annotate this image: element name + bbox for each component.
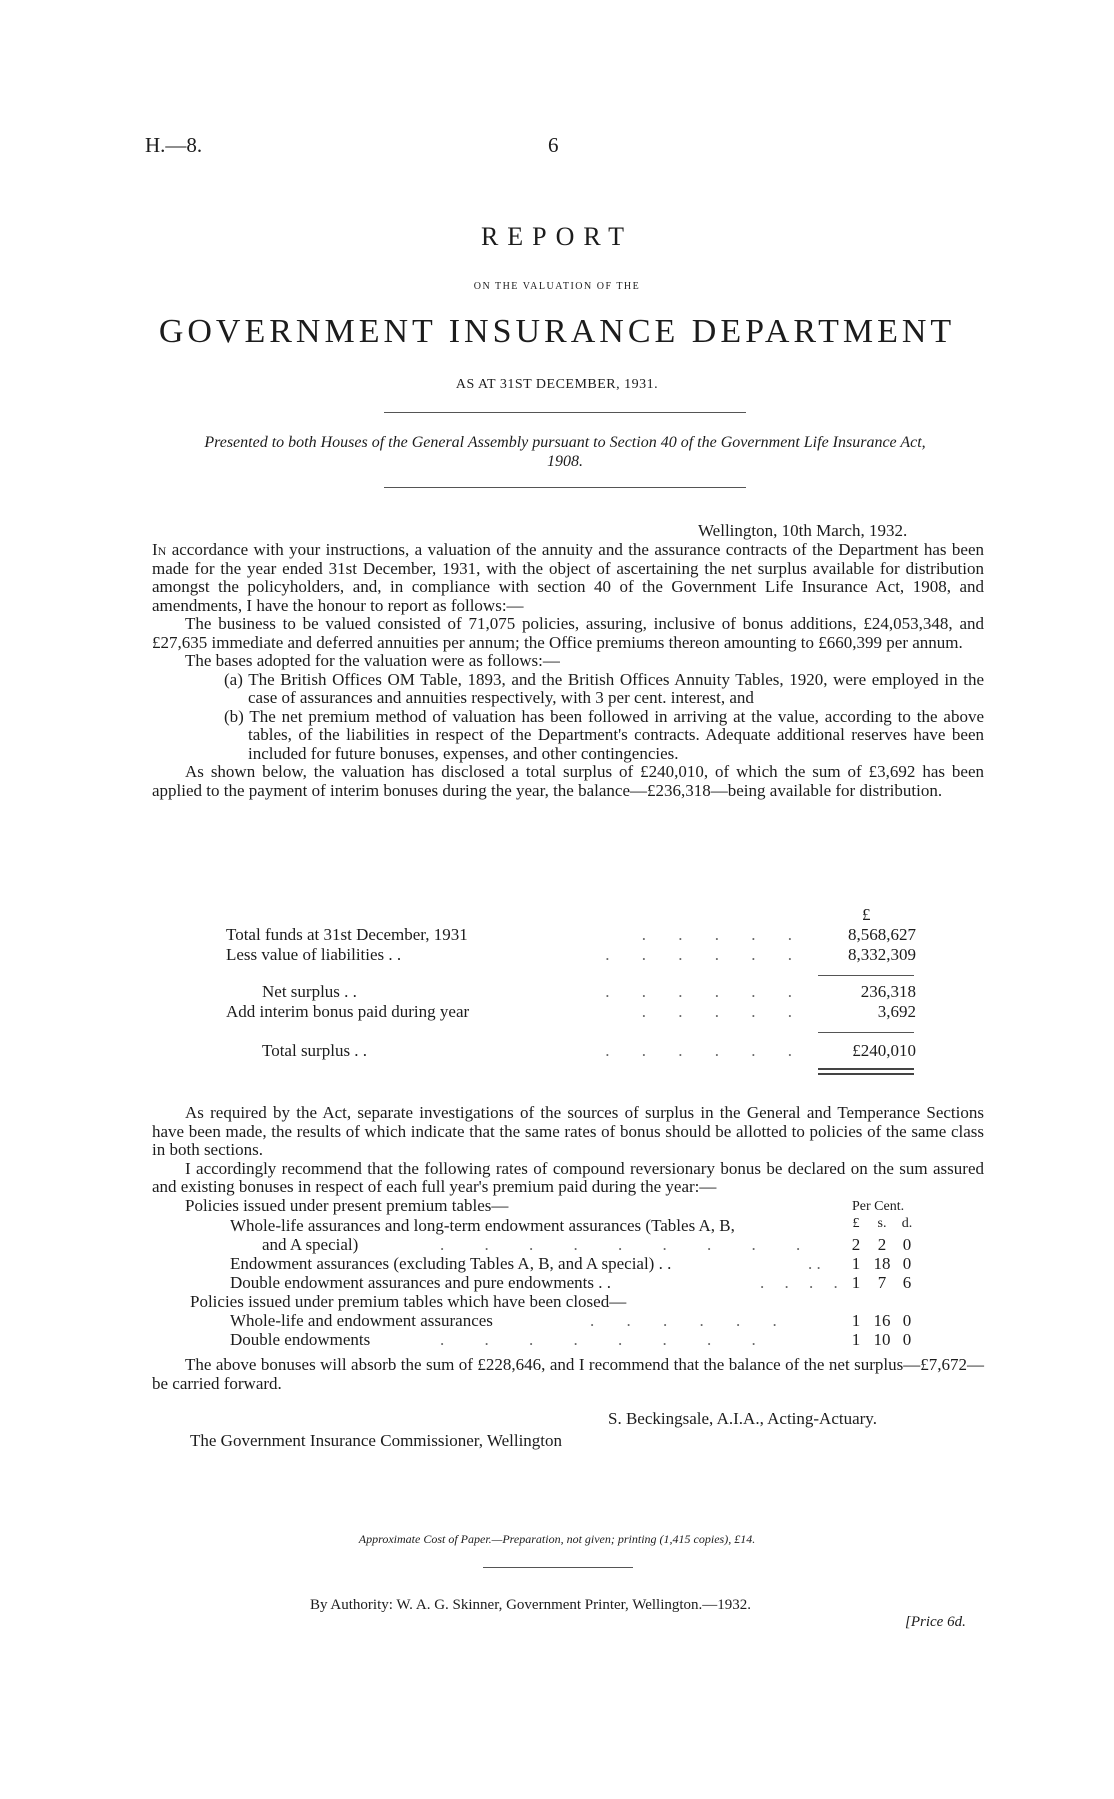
shilling-header: s. [877, 1216, 887, 1231]
row-value: 8,332,309 [848, 945, 916, 964]
per-cent-header: Per Cent. [852, 1199, 905, 1214]
table-row [262, 983, 916, 1003]
leader-dots: . . . . . . [605, 945, 806, 964]
rate-label: Whole-life assurances and long-term endowment assurances (Tables A, B, [230, 1216, 735, 1235]
paragraph [152, 541, 984, 615]
paragraph: As shown below, the valuation has disclosed a total surplus of £240,010, of which the sum of £3,692 has been applied to the payment of interim bonuses during the year, the balance—£236,318—being available for distribution. [152, 762, 984, 800]
place-date: Wellington, 10th March, 1932. [698, 521, 908, 540]
divider [384, 412, 746, 413]
rate-pounds: 1 [851, 1273, 861, 1292]
rate-pounds: 1 [851, 1311, 861, 1330]
rate-shillings: 2 [877, 1235, 887, 1254]
currency-header: £ [862, 905, 871, 924]
list-item [224, 708, 984, 764]
page-number: 6 [548, 133, 559, 157]
paragraph: The above bonuses will absorb the sum of £228,646, and I recommend that the balance of the net surplus—£7,672—be carried forward. [152, 1355, 984, 1393]
divider [483, 1567, 633, 1568]
row-label: Net surplus . . [262, 982, 357, 1001]
pound-header: £ [852, 1216, 860, 1231]
department-name: GOVERNMENT INSURANCE DEPARTMENT [158, 313, 956, 350]
rate-pounds: 2 [851, 1235, 861, 1254]
price: [Price 6d. [905, 1614, 966, 1630]
list-text: The net premium method of valuation has been followed in arriving at the value, according to the above tables, of the liabilities in respect of the Department's contracts. Adequate additional reserves have been included for future bonuses, expenses, and other contingencies. [248, 706, 984, 763]
row-label: Total funds at 31st December, 1931 [226, 925, 468, 944]
rate-shillings: 18 [873, 1254, 891, 1273]
leader-dots: . . . . . . . . . [440, 1235, 819, 1254]
row-value: 8,568,627 [848, 925, 916, 944]
row-value: 3,692 [877, 1002, 916, 1021]
rate-label: Whole-life and endowment assurances [230, 1311, 493, 1330]
rate-group-heading: Policies issued under premium tables which have been closed— [190, 1292, 627, 1311]
list-label: (b) [224, 706, 244, 726]
paragraph-text: accordance with your instructions, a valuation of the annuity and the assurance contracts of the Department has been made for the year ended 31st December, 1931, with the object of ascertaining the net surplus available for distribution amongst the policyholders, and, in compliance with section 40 of the Government Life Insurance Act, 1908, and amendments, I have the honour to report as follows:— [152, 540, 984, 615]
dropcap-word: In [152, 540, 167, 559]
sum-rule [818, 975, 914, 976]
rate-label: Endowment assurances (excluding Tables A, B, and A special) . . [230, 1254, 672, 1273]
addressee: The Government Insurance Commissioner, Wellington [190, 1431, 563, 1450]
total-double-rule [818, 1068, 914, 1070]
total-double-rule [818, 1073, 914, 1075]
rate-pounds: 1 [851, 1254, 861, 1273]
rate-pence: 6 [902, 1273, 912, 1292]
leader-dots: . . . . . [641, 1002, 806, 1021]
rate-pence: 0 [902, 1311, 912, 1330]
rate-label: Double endowment assurances and pure endowments . . [230, 1273, 611, 1292]
row-label: Less value of liabilities . . [226, 945, 402, 964]
document-reference: H.—8. [145, 133, 203, 157]
table-row [226, 1003, 916, 1023]
leader-dots: . . [808, 1254, 821, 1273]
table-row [226, 926, 916, 946]
signature: S. Beckingsale, A.I.A., Acting-Actuary. [608, 1409, 877, 1428]
row-label: Add interim bonus paid during year [226, 1002, 470, 1021]
row-label: Total surplus . . [262, 1041, 368, 1060]
paragraph: Policies issued under present premium tables— [185, 1195, 509, 1215]
list-item [224, 671, 984, 708]
report-date-line: AS AT 31ST DECEMBER, 1931. [455, 377, 659, 392]
leader-dots: . . . . . [641, 925, 806, 944]
row-value: £240,010 [852, 1041, 916, 1060]
paragraph: The bases adopted for the valuation were as follows:— [185, 651, 560, 670]
report-title: REPORT [480, 222, 634, 251]
letter-body [152, 541, 984, 800]
paragraph: As required by the Act, separate investigations of the sources of surplus in the General and Temperance Sections have been made, the results of which indicate that the same rates of bonus should be allotted to policies of the same class in both sections. [152, 1103, 984, 1159]
leader-dots: . . . . [760, 1273, 846, 1292]
paragraph: The business to be valued consisted of 71,075 policies, assuring, inclusive of bonus additions, £24,053,348, and £27,635 immediate and deferred annuities per annum; the Office premiums thereon amounting to £660,399 per annum. [152, 614, 984, 652]
rate-pence: 0 [902, 1254, 912, 1273]
leader-dots: . . . . . . [605, 982, 806, 1001]
leader-dots: . . . . . . . . [440, 1330, 774, 1349]
table-row [226, 946, 916, 966]
rate-shillings: 10 [873, 1330, 891, 1349]
rate-pence: 0 [902, 1235, 912, 1254]
paragraph: I accordingly recommend that the following rates of compound reversionary bonus be declared on the sum assured and existing bonuses in respect of each full year's premium paid during the year:— [152, 1158, 984, 1196]
list-label: (a) [224, 669, 243, 689]
pence-header: d. [901, 1216, 913, 1231]
printer-authority: By Authority: W. A. G. Skinner, Government Printer, Wellington.—1932. [310, 1597, 752, 1613]
row-value: 236,318 [860, 982, 916, 1001]
sum-rule [818, 1032, 914, 1033]
cost-note: Approximate Cost of Paper.—Preparation, not given; printing (1,415 copies), £14. [358, 1532, 756, 1546]
list-text: The British Offices OM Table, 1893, and the British Offices Annuity Tables, 1920, were employed in the case of assurances and annuities respectively, with 3 per cent. interest, and [248, 669, 984, 707]
leader-dots: . . . . . . [605, 1041, 806, 1060]
presented-note: Presented to both Houses of the General Assembly pursuant to Section 40 of the Government Life Insurance Act, 1908. [204, 434, 926, 470]
rate-label: Double endowments [230, 1330, 371, 1349]
closing-body [152, 1356, 984, 1393]
rate-pounds: 1 [851, 1330, 861, 1349]
report-subtitle: ON THE VALUATION OF THE [473, 281, 641, 292]
rate-shillings: 7 [877, 1273, 887, 1292]
rate-shillings: 16 [873, 1311, 891, 1330]
rate-label-continued: and A special) [262, 1235, 359, 1254]
table-row [262, 1042, 916, 1062]
divider [384, 487, 746, 488]
rate-pence: 0 [902, 1330, 912, 1349]
leader-dots: . . . . . . [590, 1311, 791, 1330]
